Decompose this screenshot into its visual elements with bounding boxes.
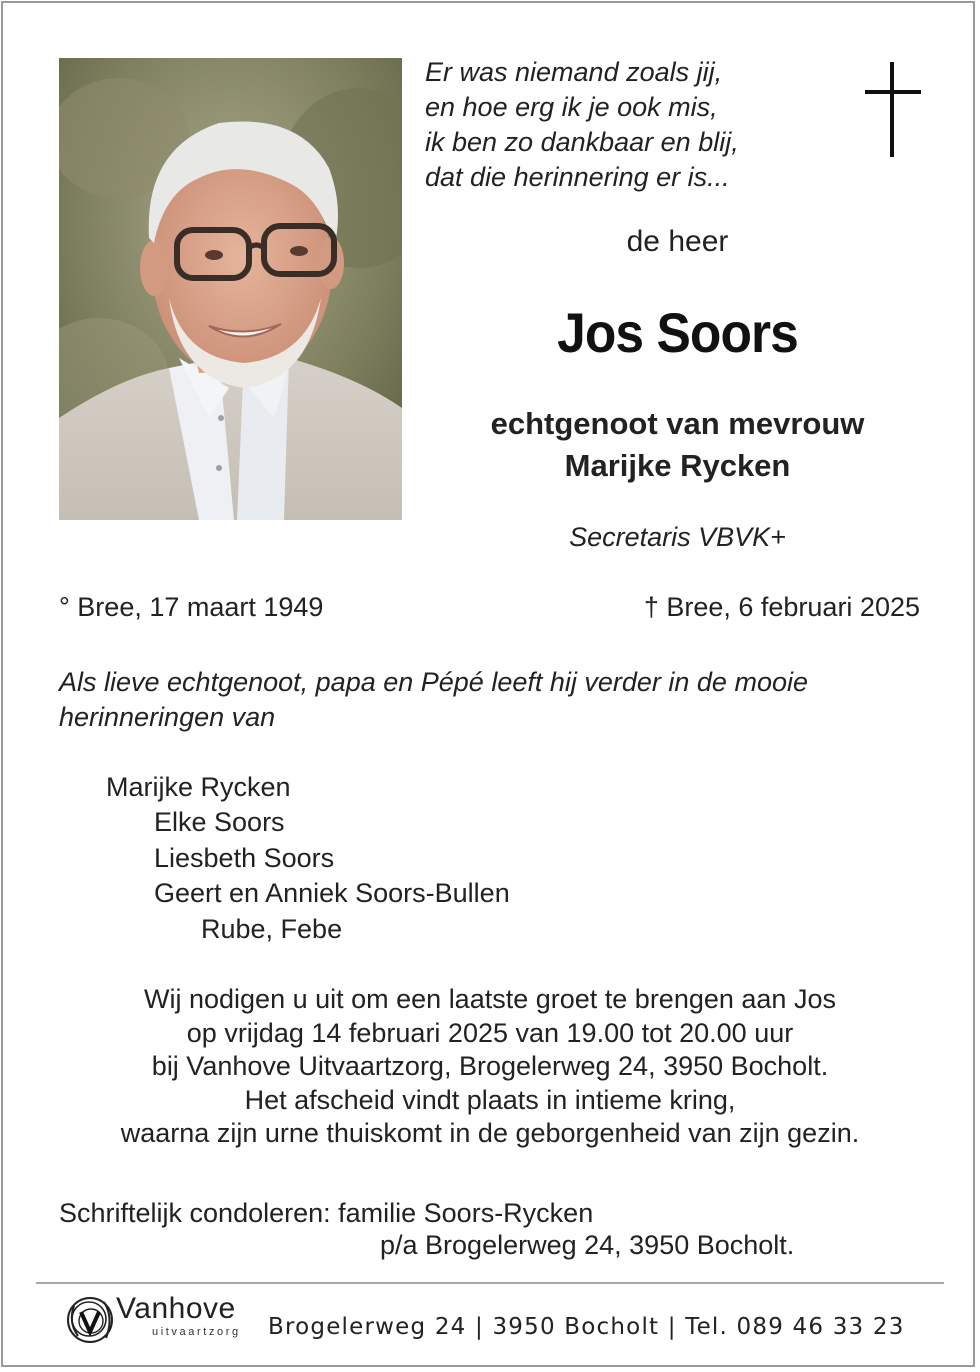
invitation-line: bij Vanhove Uitvaartzorg, Brogelerweg 24, 3950 Bocholt. — [151, 1051, 829, 1081]
invitation-line: Het afscheid vindt plaats in intieme kring, — [244, 1084, 736, 1115]
poem-line: ik ben zo dankbaar en blij, — [425, 127, 739, 157]
deceased-name: Jos Soors — [557, 301, 798, 364]
poem-line: Er was niemand zoals jij, — [425, 57, 723, 87]
condolence-address: p/a Brogelerweg 24, 3950 Bocholt. — [380, 1230, 795, 1260]
condolence-line: Schriftelijk condoleren: familie Soors-Rycken — [59, 1198, 594, 1228]
family-member: Marijke Rycken — [106, 772, 291, 802]
logo-name: Vanhove — [116, 1292, 236, 1325]
vanhove-logo-icon — [64, 1292, 116, 1348]
footer-address: Brogelerweg 24 | 3950 Bocholt | Tel. 089 46 33 23 — [268, 1314, 905, 1340]
spouse-line: echtgenoot van mevrouw — [490, 406, 865, 441]
poem-line: en hoe erg ik je ook mis, — [425, 92, 718, 122]
invitation-line: op vrijdag 14 februari 2025 van 19.00 tot 20.00 uur — [186, 1017, 794, 1048]
role: Secretaris VBVK+ — [569, 522, 786, 552]
intro-text: Als lieve echtgenoot, papa en Pépé leeft hij verder in de mooie herinneringen van — [59, 667, 808, 732]
death-date: † Bree, 6 februari 2025 — [643, 592, 920, 622]
divider — [36, 1282, 944, 1284]
invitation — [30, 983, 950, 1151]
logo-subtitle: uitvaartzorg — [152, 1326, 241, 1338]
cross-icon — [862, 60, 924, 160]
family-member: Elke Soors — [154, 807, 285, 837]
family-member: Geert en Anniek Soors-Bullen — [154, 878, 510, 908]
invitation-line: Wij nodigen u uit om een laatste groet te brengen aan Jos — [144, 984, 836, 1014]
family-member: Liesbeth Soors — [154, 843, 335, 873]
poem — [425, 55, 739, 195]
honorific: de heer — [626, 225, 729, 258]
invitation-line: waarna zijn urne thuiskomt in de geborgenheid van zijn gezin. — [120, 1118, 860, 1148]
spouse-info — [425, 403, 930, 487]
spouse-name: Marijke Rycken — [564, 448, 791, 483]
portrait-photo — [59, 58, 402, 520]
birth-date: ° Bree, 17 maart 1949 — [59, 592, 324, 622]
poem-line: dat die herinnering er is... — [425, 162, 730, 192]
vanhove-logo — [64, 1292, 254, 1352]
family-member: Rube, Febe — [201, 914, 343, 944]
